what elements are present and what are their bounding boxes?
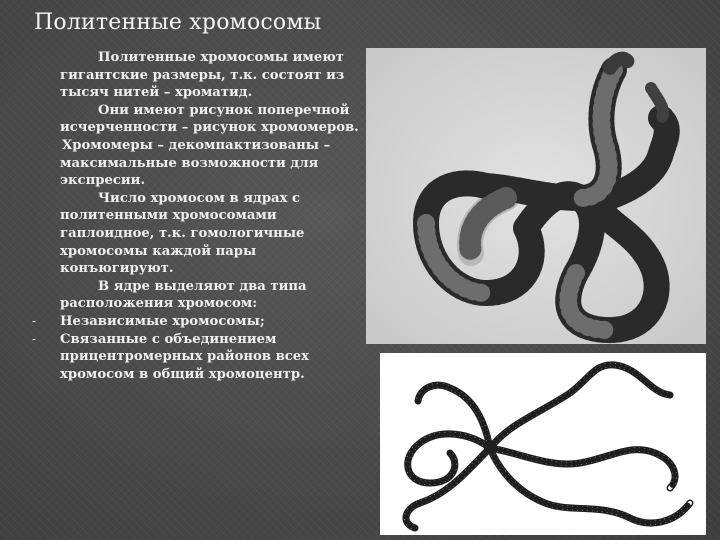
polytene-chromosome-photo: [366, 48, 706, 344]
bullet-text: Независимые хромосомы;: [60, 313, 265, 329]
paragraph-giant-size: Политенные хромосомы имеют гигантские размеры, т.к. состоят из тысяч нитей – хроматид.: [60, 50, 345, 101]
bullet-chromocenter: [32, 331, 360, 384]
slide-body: [32, 49, 360, 383]
paragraph-arrangement: В ядре выделяют два типа расположения хромосом:: [60, 278, 307, 312]
paragraph-chromomeres: Хромомеры – декомпактизованы – максимальные возможности для экспресии.: [60, 137, 331, 189]
bullet-independent: [32, 313, 360, 331]
bullet-marker: -: [32, 331, 37, 346]
bullet-text: Связанные с объединением прицентромерных районов всех хромосом в общий хромоцентр.: [60, 331, 310, 382]
chromocenter-drawing: [380, 353, 706, 535]
bullet-marker: -: [32, 313, 37, 328]
slide-title: Политенные хромосомы: [34, 10, 322, 35]
paragraph-haploid: Число хромосом в ядрах с политенными хромосомами гаплоидное, т.к. гомологичные хромосомы каждой пары конъюгируют.: [60, 190, 305, 277]
paragraph-banding: Они имеют рисунок поперечной исчерченности – рисунок хромомеров.: [60, 102, 359, 136]
